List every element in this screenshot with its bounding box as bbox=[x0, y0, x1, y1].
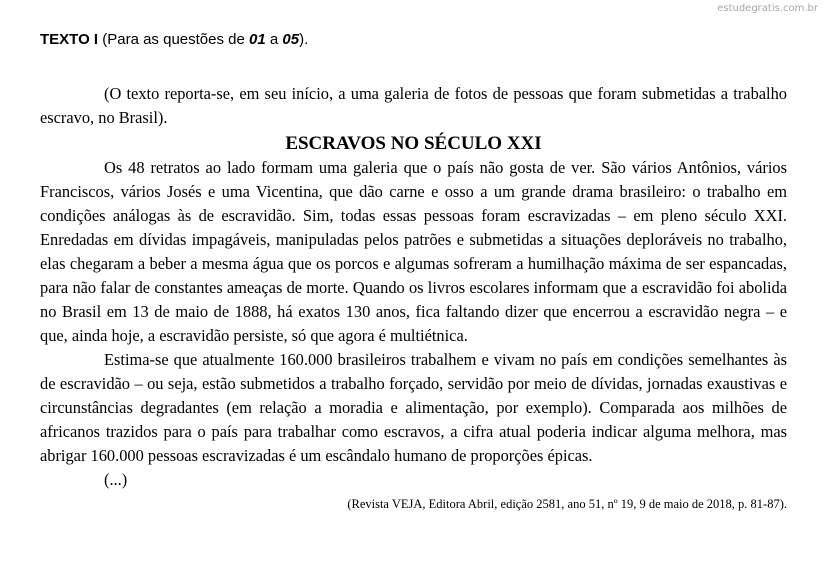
question-header bbox=[40, 31, 308, 48]
paragraph-2: Estima-se que atualmente 160.000 brasileiros trabalhem e vivam no país em condições semelhantes às de escravidão – ou seja, estão submetidos a trabalho forçado, servidão por meio de dívidas, jornadas exaustivas e circunstâncias degradantes (em relação a moradia e alimentação, por exemplo). Comparada aos milhões de africanos trazidos para o país para trabalhar como escravos, a cifra atual poderia indicar alguma melhora, mas abrigar 160.000 pessoas escravizadas é um escândalo humano de proporções épicas. bbox=[40, 350, 787, 465]
source-citation: (Revista VEJA, Editora Abril, edição 2581, ano 51, nº 19, 9 de maio de 2018, p. 81-87). bbox=[347, 497, 787, 511]
intro-paragraph: (O texto reporta-se, em seu início, a uma galeria de fotos de pessoas que foram submetidas a trabalho escravo, no Brasil). bbox=[40, 84, 787, 127]
text-label: TEXTO I bbox=[40, 31, 99, 48]
question-to: 05 bbox=[282, 31, 300, 48]
article-title: ESCRAVOS NO SÉCULO XXI bbox=[285, 133, 542, 154]
question-from: 01 bbox=[249, 31, 266, 48]
header-mid: a bbox=[265, 31, 283, 48]
header-post: ). bbox=[299, 31, 309, 48]
text-body bbox=[40, 82, 787, 514]
header-pre: (Para as questões de bbox=[98, 31, 250, 48]
paragraph-1: Os 48 retratos ao lado formam uma galeria que o país não gosta de ver. São vários Antônios, vários Franciscos, vários Josés e uma Vicentina, que dão carne e osso a um grande drama brasileiro: o trabalho em condições análogas às de escravidão. Sim, todas essas pessoas foram escravizadas – em pleno século XXI. Enredadas em dívidas impagáveis, manipuladas pelos patrões e submetidas a situações deploráveis no trabalho, elas chegaram a beber a mesma água que os porcos e algumas sofreram a humilhação máxima de ser espancadas, para não falar de constantes ameaças de morte. Quando os livros escolares informam que a escravidão foi abolida no Brasil em 13 de maio de 1888, há exatos 130 anos, fica faltando dizer que encerrou a escravidão negra – e que, ainda hoje, a escravidão persiste, só que agora é multiétnica. bbox=[40, 158, 787, 345]
watermark: estudegratis.com.br bbox=[717, 3, 818, 14]
ellipsis: (...) bbox=[104, 470, 128, 489]
